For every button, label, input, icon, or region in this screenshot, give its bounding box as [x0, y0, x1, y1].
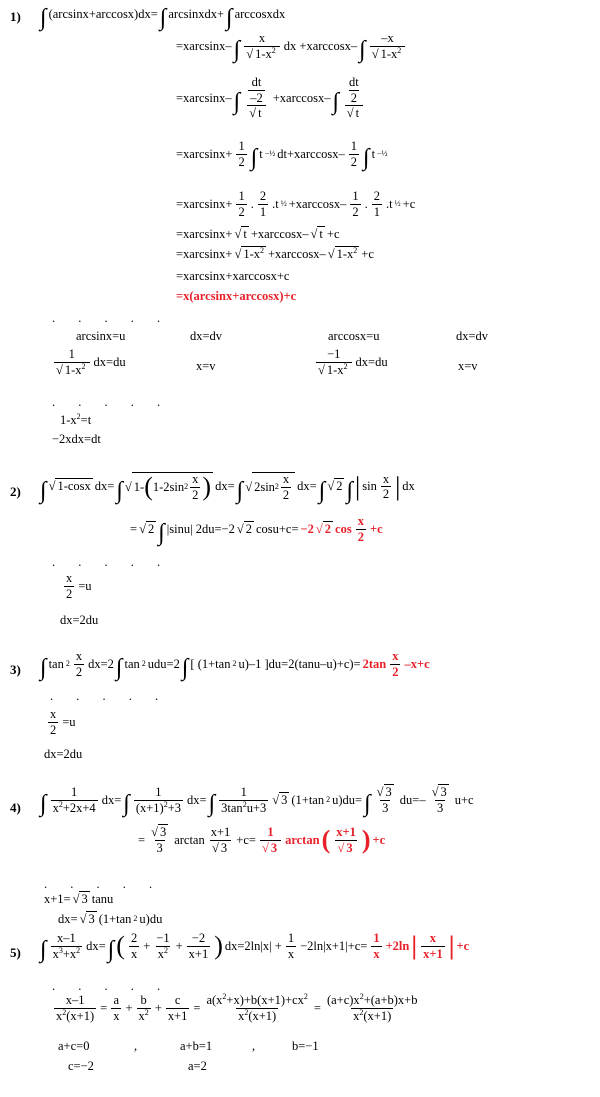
- p2-sub-2: dx=2du: [60, 613, 99, 627]
- p5-line-2: $\frac{x-1}{x^2(x+1)}$ = $\frac{a}{x}$ + $\frac{b}{x^2}$ + $\frac{c}{x+1}$ = $\frac{a(x^2+x)+b(x+1)+cx^2}{x^2(x+1)}$ = $\frac{(a+c)x^2+(a+b)x+b}{x^2(x+1)}$: [56, 991, 418, 1023]
- p1-dots-1: . . . . .: [52, 311, 171, 325]
- problem-1-number: 1): [10, 9, 21, 24]
- p1-sub-3: arccosx=u: [328, 329, 380, 343]
- p5-eq-4: c=−2: [68, 1059, 94, 1073]
- p3-dots: . . . . .: [50, 689, 169, 703]
- p1-line-6: =xarcsinx+ √ $1-x^2$ +xarccosx– √ $1-x^2$ +c: [176, 248, 374, 261]
- p1-sub-10: −2xdx=dt: [52, 432, 101, 446]
- p3-sub-1: $\frac{x}{2}$ =u: [50, 707, 76, 737]
- p4-line-1: ∫ $\frac{1}{x^2+2x+4}$ dx= ∫ $\frac{1}{(x+1)^2+3}$ dx= ∫ $\frac{1}{3\tan^2u+3}$ √ 3 (1+tan 2 u)du= ∫ √ $\frac{3}{3}$ du=– √ $\frac{3}{3}$ u+c: [40, 786, 474, 814]
- p1-line-2: =xarcsinx– ∫ $\frac{dt}{-2}$ √ t +xarccosx– ∫ $\frac{dt}{2}$ √ t: [176, 76, 367, 120]
- p4-line-2: = √ $\frac{3}{3}$ arctan x+1 √ 3 +c= 1 √ 3 arctan ( x+1 √ 3 ) +c: [138, 826, 385, 854]
- p1-line-4: =xarcsinx+ $\frac{1}{2}$ . $\frac{2}{1}$ .t ½ +xarccosx– $\frac{1}{2}$ . $\frac{2}{1}$ .t ½ +c: [176, 189, 416, 219]
- p1-line-0: ∫ (arcsinx+arccosx)dx= ∫ arcsinxdx+ ∫ arccosxdx: [40, 5, 286, 31]
- p1-sub-2: dx=dv: [190, 329, 223, 343]
- p1-sub-8: x=v: [458, 359, 478, 373]
- p5-comma-2: ,: [252, 1039, 256, 1053]
- p3-sub-2: dx=2du: [44, 747, 83, 761]
- p5-dots: . . . . .: [52, 979, 171, 993]
- p1-line-5: =xarcsinx+ √ t +xarccosx– √ t +c: [176, 228, 340, 241]
- p3-line-1: ∫ tan 2 $\frac{x}{2}$ dx=2 ∫ tan 2 udu=2 ∫ [ (1+tan 2 u)–1 ]du=2(tanu–u)+c)= 2tan $\frac{x}{2}$ –x+c: [40, 649, 430, 681]
- p1-line-1: =xarcsinx– ∫ x √ $1-x^2$ dx +xarccosx– ∫ –x √ $1-x^2$: [176, 32, 407, 60]
- p1-dots-2: . . . . .: [52, 395, 171, 409]
- p1-line-7: =xarcsinx+xarccosx+c: [176, 269, 290, 283]
- problem-2-number: 2): [10, 484, 21, 499]
- p2-sub-1: $\frac{x}{2}$ =u: [66, 571, 92, 601]
- problem-4-number: 4): [10, 800, 21, 815]
- p5-eq-3: b=−1: [292, 1039, 319, 1053]
- p5-eq-5: a=2: [188, 1059, 207, 1073]
- p1-sub-1: arcsinx=u: [76, 329, 126, 343]
- p1-sub-6: x=v: [196, 359, 216, 373]
- p2-dots: . . . . .: [52, 555, 171, 569]
- p1-sub-9: $1-x^2=t$: [60, 411, 92, 427]
- p2-line-2: = √ 2 ∫ |sinu| 2du=−2 √ 2 cosu+c= −2 √ 2 cos $\frac{x}{2}$ +c: [130, 515, 383, 543]
- p2-line-1: ∫ √ 1-cosx dx= ∫ √ 1- ( 1-2sin 2 $\frac{x}{2}$ ) dx= ∫ √ 2sin 2 $\frac{x}{2}$ dx= ∫ √ 2 ∫ | sin $\frac{x}{2}$ | dx: [40, 472, 415, 501]
- p4-sub-2: dx= √ 3 (1+tan 2 u)du: [58, 913, 162, 926]
- p4-dots: . . . . .: [44, 877, 163, 891]
- problem-5-number: 5): [10, 945, 21, 960]
- p5-line-1: ∫ $\frac{x-1}{x^3+x^2}$ dx= ∫ ( $\frac{2}{x}$ + $\frac{-1}{x^2}$ + $\frac{-2}{x+1}$ ) dx=2ln|x| + $\frac{1}{x}$ −2ln|x+1|+c= $\frac{1}{x}$ +2ln | $\frac{x}{x+1}$ | +c: [40, 931, 470, 963]
- p5-eq-1: a+c=0: [58, 1039, 90, 1053]
- p1-line-3: =xarcsinx+ $\frac{1}{2}$ ∫ t −½ dt+xarccosx– $\frac{1}{2}$ ∫ t −½: [176, 139, 388, 171]
- p4-sub-1: x+1= √ 3 tanu: [44, 893, 113, 906]
- problem-3-number: 3): [10, 662, 21, 677]
- p5-eq-2: a+b=1: [180, 1039, 213, 1053]
- p1-sub-5: 1 √ $1-x^2$ dx=du: [52, 348, 126, 376]
- p1-answer: =x(arcsinx+arccosx)+c: [176, 289, 297, 303]
- p1-sub-7: −1 √ $1-x^2$ dx=du: [314, 348, 388, 376]
- p1-sub-4: dx=dv: [456, 329, 489, 343]
- p5-comma-1: ,: [134, 1039, 138, 1053]
